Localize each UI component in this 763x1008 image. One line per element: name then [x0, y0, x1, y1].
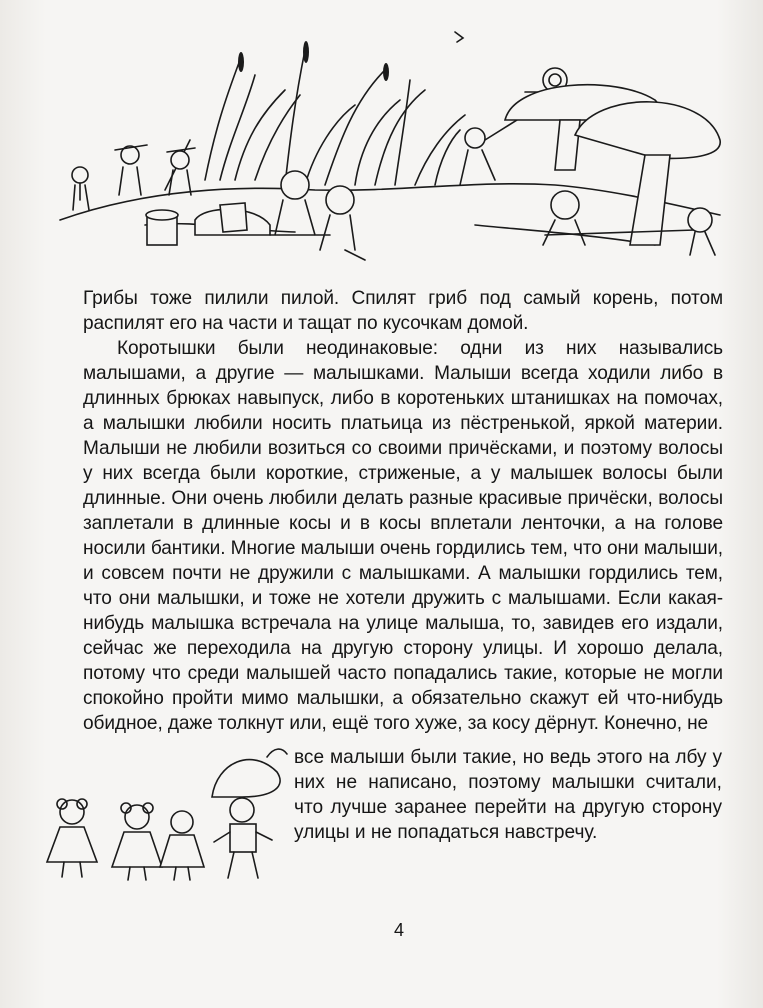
page-number: 4: [393, 920, 404, 940]
paragraph-2-continuation: все малыши были такие, но ведь этого на лбу у них не написано, поэтому малышки считали, что лучше заранее перейти на другую сторону улицы и не попадаться навстречу.: [294, 747, 722, 843]
body-text: [83, 286, 723, 736]
illustration-girls-and-boy: [42, 742, 292, 882]
illustration-mushroom-sawing: [55, 20, 725, 280]
paragraph-1: Грибы тоже пилили пилой. Спилят гриб под самый корень, потом распилят его на части и тащат по кусочкам домой.: [83, 288, 723, 334]
paragraph-2: Коротышки были неодинаковые: одни из них назывались малышами, а другие — малышками. Малыши всегда ходили либо в длинных брюках навыпуск, либо в коротеньких штанишках на помочах, а малышки любили носить платьица из пёстренькой, яркой материи. Малыши не любили возиться со своими причёсками, и поэтому волосы у них всегда были короткие, стриженые, а у малышек волосы были длинные. Они очень любили делать разные красивые причёски, волосы заплетали в длинные косы и в косы вплетали ленточки, а на голове носили бантики. Многие малыши очень гордились тем, что они малыши, и совсем почти не дружили с малышками. А малышки гордились тем, что они малышки, и тоже не хотели дружить с малышами. Если какая-нибудь малышка встречала на улице малыша, то, завидев его издали, сейчас же переходила на другую сторону улицы. И хорошо делала, потому что среди малышей часто попадались такие, которые не могли спокойно пройти мимо малышки, а обязательно скажут ей что-нибудь обидное, даже толкнут или, ещё того хуже, за косу дёрнут. Конечно, не: [83, 338, 723, 734]
